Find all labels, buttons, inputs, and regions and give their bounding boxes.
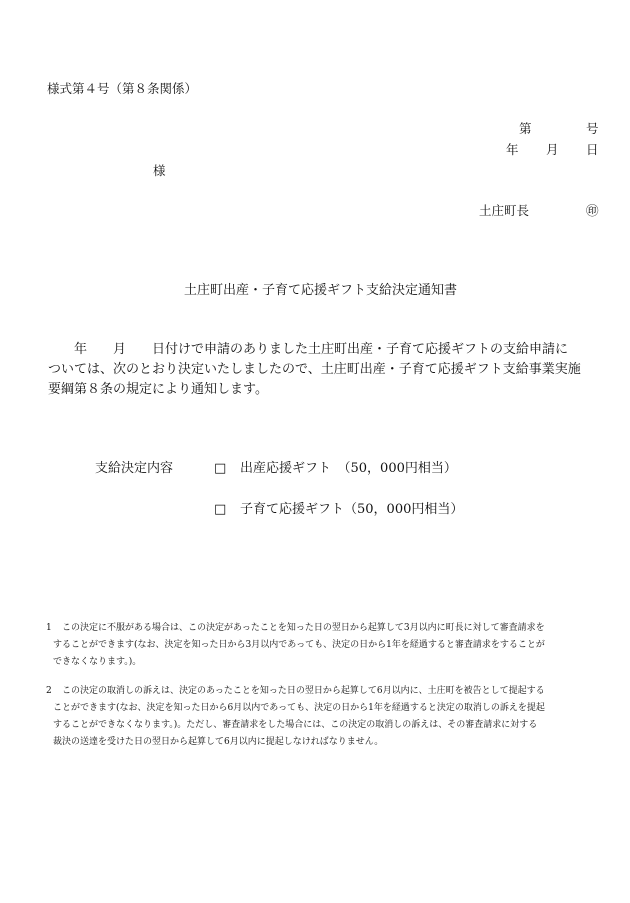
note-2-line-4: 裁決の送達を受けた日の翌日から起算して6月以内に提起しなければなりません。 (53, 737, 384, 747)
document-title: 土庄町出産・子育て応援ギフト支給決定通知書 (184, 283, 458, 298)
addressee-suffix: 様 (153, 163, 166, 178)
body-line-1: 年 月 日付けで申請のありました土庄町出産・子育て応援ギフトの支給申請に (48, 342, 569, 357)
checkbox-childcare-gift: □ (214, 502, 227, 517)
note-2-line-2: ことができます(なお、決定を知った日から6月以内であっても、決定の日から1年を経過すると決定の取消しの訴えを提起 (53, 703, 545, 713)
note-1-line-1: この決定に不服がある場合は、この決定があったことを知った日の翌日から起算して3月以内に町長に対して審査請求を (62, 623, 545, 633)
seal-mark: ㊞ (586, 203, 599, 218)
option-birth-gift: 出産応援ギフト （50，000円相当） (240, 461, 457, 476)
issuer-name: 土庄町長 (479, 203, 530, 218)
note-2-line-3: することができなくなります。)。ただし、審査請求をした場合には、この決定の取消しの訴えは、その審査請求に対する (53, 720, 538, 730)
number-dai-label: 第 (519, 121, 532, 136)
body-line-2: ついては、次のとおり決定いたしましたので、土庄町出産・子育て応援ギフト支給事業実施 (48, 362, 581, 377)
number-gou-label: 号 (586, 121, 599, 136)
decision-label: 支給決定内容 (95, 461, 174, 476)
note-1-line-3: できなくなります。)。 (53, 657, 142, 667)
body-line-3: 要綱第８条の規定により通知します。 (48, 382, 268, 397)
date-month-label: 月 (546, 142, 559, 157)
date-year-label: 年 (506, 142, 519, 157)
note-2-line-1: この決定の取消しの訴えは、決定のあったことを知った日の翌日から起算して6月以内に、土庄町を被告として提起する (62, 686, 545, 696)
checkbox-birth-gift: □ (214, 461, 227, 476)
note-1-line-2: することができます(なお、決定を知った日から3月以内であっても、決定の日から1年を経過すると審査請求をすることが (53, 640, 545, 650)
note-1-number: 1 (46, 623, 52, 633)
option-childcare-gift: 子育て応援ギフト（50，000円相当） (240, 502, 464, 517)
date-day-label: 日 (586, 142, 599, 157)
form-label: 様式第４号（第８条関係） (47, 81, 198, 96)
note-2-number: 2 (46, 686, 52, 696)
